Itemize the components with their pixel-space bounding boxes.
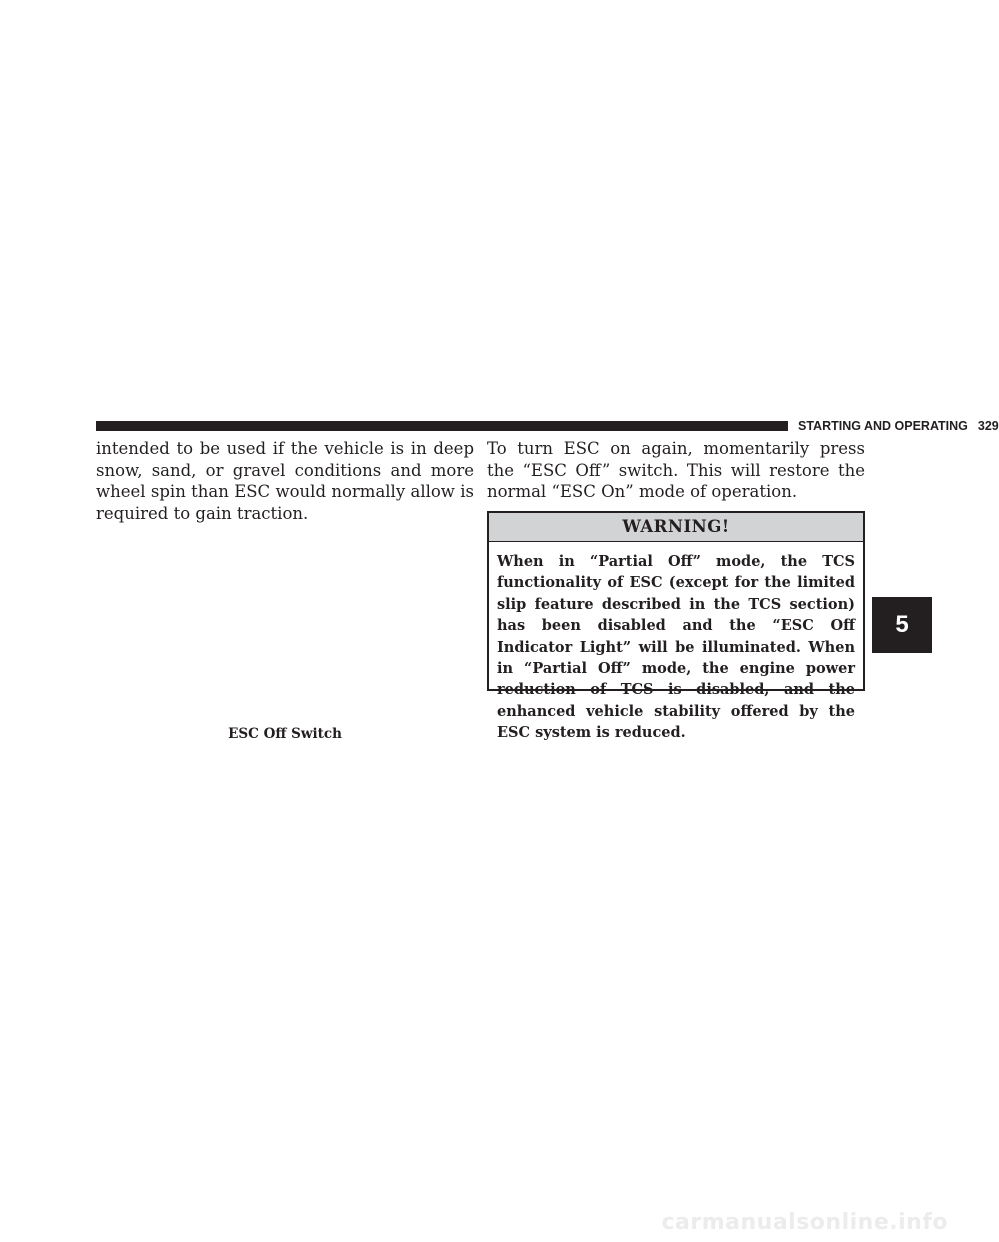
warning-title: WARNING!: [489, 513, 863, 542]
chapter-tab: 5: [872, 597, 932, 653]
right-column-paragraph: To turn ESC on again, momentarily press the “ESC Off” switch. This will restore the normal “ESC On” mode of operation.: [487, 439, 865, 501]
running-header: [798, 418, 999, 434]
watermark: carmanualsonline.info: [661, 1210, 948, 1235]
figure-image-area: [96, 510, 474, 720]
warning-text: When in “Partial Off” mode, the TCS functionality of ESC (except for the limited slip feature described in the TCS section) has been disabled and the “ESC Off Indicator Light” will be illuminated. When in “Partial Off” mode, the engine power reduction of TCS is disabled, and the enhanced vehicle stability offered by the ESC system is reduced.: [497, 553, 855, 742]
warning-box: [487, 511, 865, 742]
page-number: 329: [977, 419, 999, 433]
figure-caption: ESC Off Switch: [228, 726, 342, 742]
header-rule-bar: [96, 421, 788, 431]
section-title: STARTING AND OPERATING: [798, 419, 968, 433]
left-column-paragraph: intended to be used if the vehicle is in deep snow, sand, or gravel conditions and more wheel spin than ESC would normally allow is required to gain traction.: [96, 439, 474, 523]
